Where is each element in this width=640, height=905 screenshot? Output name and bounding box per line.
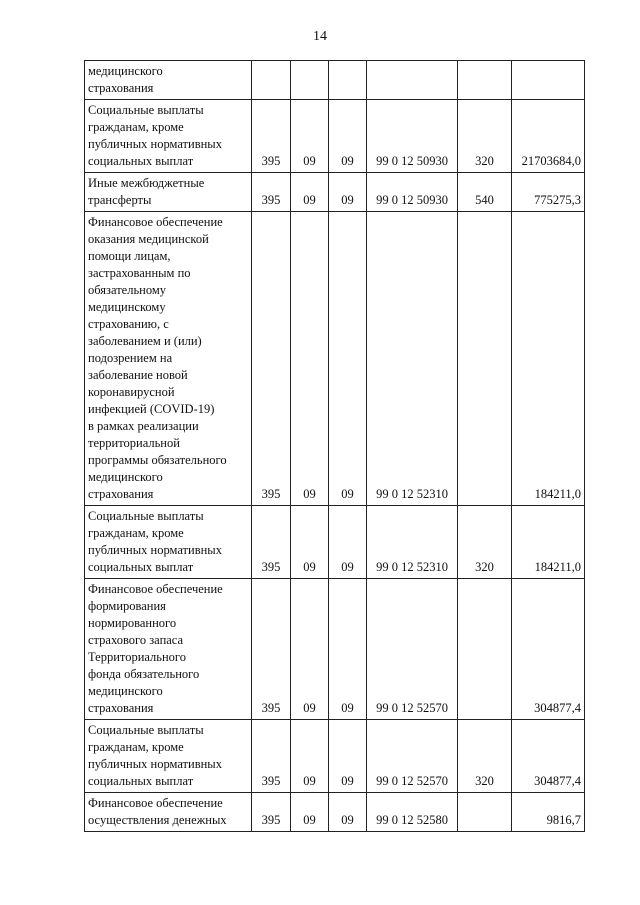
target-article-cell: 99 0 12 52310 — [367, 212, 458, 506]
section-code-cell: 09 — [291, 212, 329, 506]
amount-cell — [512, 61, 585, 100]
target-article-cell: 99 0 12 52570 — [367, 720, 458, 793]
item-name-cell: Финансовое обеспечение осуществления денежных — [85, 793, 252, 832]
subsection-code-cell: 09 — [329, 793, 367, 832]
target-article-cell: 99 0 12 50930 — [367, 173, 458, 212]
expense-type-cell: 320 — [458, 720, 512, 793]
admin-code-cell: 395 — [252, 100, 291, 173]
expense-type-cell: 320 — [458, 100, 512, 173]
expense-type-cell: 540 — [458, 173, 512, 212]
amount-cell: 9816,7 — [512, 793, 585, 832]
amount-cell: 184211,0 — [512, 506, 585, 579]
subsection-code-cell: 09 — [329, 100, 367, 173]
section-code-cell: 09 — [291, 579, 329, 720]
admin-code-cell: 395 — [252, 579, 291, 720]
item-name-cell: медицинского страхования — [85, 61, 252, 100]
admin-code-cell — [252, 61, 291, 100]
item-name-cell: Иные межбюджетные трансферты — [85, 173, 252, 212]
subsection-code-cell: 09 — [329, 173, 367, 212]
item-name-cell: Социальные выплаты гражданам, кроме публичных нормативных социальных выплат — [85, 720, 252, 793]
expense-type-cell — [458, 212, 512, 506]
table-body — [85, 61, 585, 832]
page-number: 14 — [313, 29, 327, 44]
amount-cell: 304877,4 — [512, 720, 585, 793]
item-name-cell: Финансовое обеспечение оказания медицинской помощи лицам, застрахованным по обязательному медицинскому страхованию, с заболеванием и (или) подозрением на заболевание новой коронавирусной инфекцией (COVID-19) в рамках реализации территориальной программы обязательного медицинского страхования — [85, 212, 252, 506]
admin-code-cell: 395 — [252, 793, 291, 832]
budget-table — [84, 60, 585, 832]
amount-cell: 775275,3 — [512, 173, 585, 212]
table-row — [85, 61, 585, 100]
subsection-code-cell: 09 — [329, 212, 367, 506]
item-name-cell: Финансовое обеспечение формирования нормированного страхового запаса Территориального фонда обязательного медицинского страхования — [85, 579, 252, 720]
amount-cell: 21703684,0 — [512, 100, 585, 173]
section-code-cell: 09 — [291, 506, 329, 579]
table-row — [85, 793, 585, 832]
section-code-cell: 09 — [291, 720, 329, 793]
table-row — [85, 173, 585, 212]
target-article-cell — [367, 61, 458, 100]
admin-code-cell: 395 — [252, 212, 291, 506]
table-row — [85, 100, 585, 173]
target-article-cell: 99 0 12 52310 — [367, 506, 458, 579]
expense-type-cell: 320 — [458, 506, 512, 579]
expense-type-cell — [458, 579, 512, 720]
subsection-code-cell: 09 — [329, 579, 367, 720]
admin-code-cell: 395 — [252, 720, 291, 793]
subsection-code-cell: 09 — [329, 720, 367, 793]
table-row — [85, 212, 585, 506]
amount-cell: 304877,4 — [512, 579, 585, 720]
table-row — [85, 506, 585, 579]
target-article-cell: 99 0 12 52570 — [367, 579, 458, 720]
admin-code-cell: 395 — [252, 506, 291, 579]
target-article-cell: 99 0 12 52580 — [367, 793, 458, 832]
target-article-cell: 99 0 12 50930 — [367, 100, 458, 173]
table-row — [85, 720, 585, 793]
table-row — [85, 579, 585, 720]
expense-type-cell — [458, 61, 512, 100]
section-code-cell — [291, 61, 329, 100]
item-name-cell: Социальные выплаты гражданам, кроме публичных нормативных социальных выплат — [85, 100, 252, 173]
expense-type-cell — [458, 793, 512, 832]
section-code-cell: 09 — [291, 173, 329, 212]
section-code-cell: 09 — [291, 100, 329, 173]
admin-code-cell: 395 — [252, 173, 291, 212]
item-name-cell: Социальные выплаты гражданам, кроме публичных нормативных социальных выплат — [85, 506, 252, 579]
section-code-cell: 09 — [291, 793, 329, 832]
subsection-code-cell — [329, 61, 367, 100]
subsection-code-cell: 09 — [329, 506, 367, 579]
amount-cell: 184211,0 — [512, 212, 585, 506]
